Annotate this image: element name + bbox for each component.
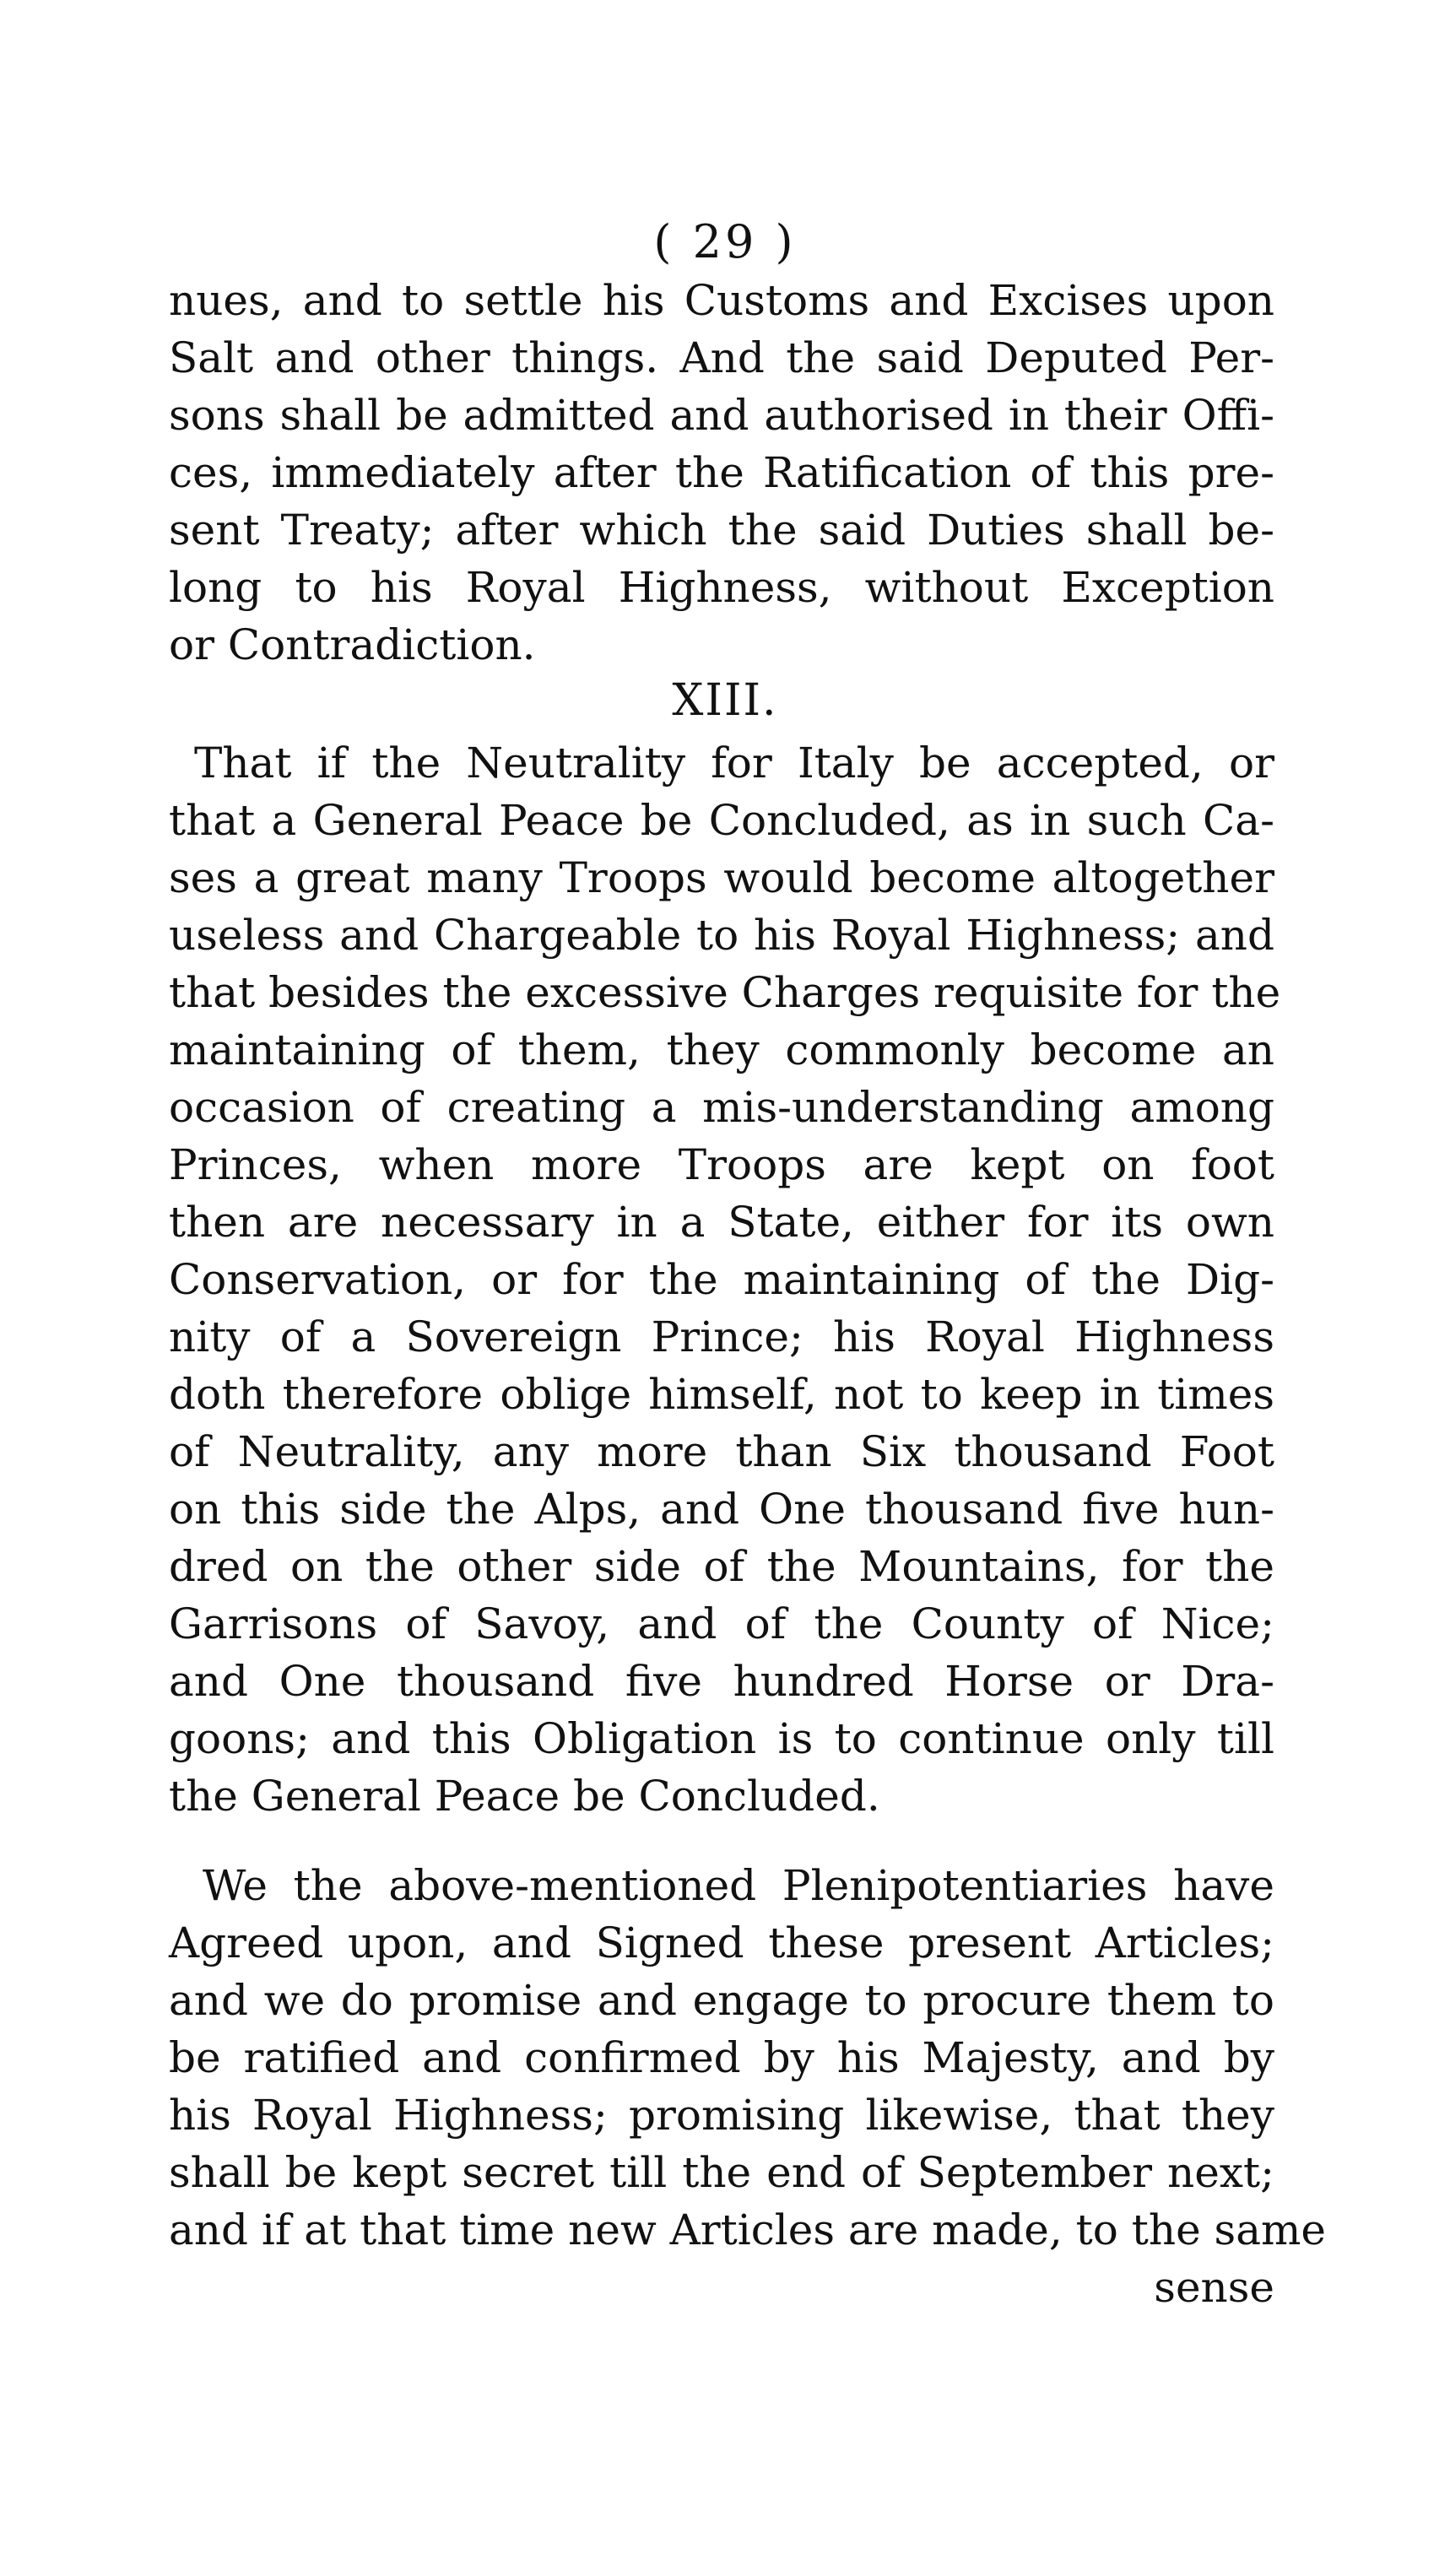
text-line: goons; and this Obligation is to continue only till: [169, 1714, 1274, 1763]
text-line: We the above-mentioned Plenipotentiaries have: [203, 1861, 1274, 1910]
text-line: of Neutrality, any more than Six thousand Foot: [169, 1427, 1274, 1476]
text-line: and One thousand five hundred Horse or Dra-: [169, 1657, 1274, 1706]
text-line: Princes, when more Troops are kept on foot: [169, 1140, 1274, 1189]
text-line: nity of a Sovereign Prince; his Royal Highness: [169, 1312, 1274, 1361]
text-line: doth therefore oblige himself, not to keep in times: [169, 1370, 1274, 1419]
text-line: ces, immediately after the Ratification of this pre-: [169, 448, 1274, 497]
text-line: Salt and other things. And the said Deputed Per-: [169, 333, 1274, 382]
text-line: and if at that time new Articles are made, to the same: [169, 2205, 1327, 2254]
text-line: and we do promise and engage to procure them to: [169, 1976, 1274, 2025]
paragraph-1: [169, 272, 1274, 674]
catchword: sense: [1154, 2263, 1274, 2312]
text-line: his Royal Highness; promising likewise, that they: [169, 2091, 1274, 2140]
text-line: then are necessary in a State, either for its own: [169, 1198, 1274, 1247]
text-line: that a General Peace be Concluded, as in such Ca-: [169, 796, 1274, 845]
text-line: that besides the excessive Charges requisite for the: [169, 968, 1281, 1017]
text-line: shall be kept secret till the end of September next;: [169, 2148, 1274, 2197]
paragraph-3: [169, 1857, 1327, 2316]
section-heading: XIII.: [672, 675, 778, 726]
text-line: Conservation, or for the maintaining of the Dig-: [169, 1255, 1274, 1304]
text-line: on this side the Alps, and One thousand five hun-: [169, 1485, 1274, 1534]
text-line: ses a great many Troops would become altogether: [169, 853, 1274, 902]
text-line: Agreed upon, and Signed these present Articles;: [169, 1918, 1274, 1967]
text-line: nues, and to settle his Customs and Excises upon: [169, 276, 1274, 325]
page-number: ( 29 ): [653, 215, 797, 268]
text-line: be ratified and confirmed by his Majesty, and by: [169, 2033, 1274, 2082]
paragraph-2: [169, 734, 1281, 1825]
text-line: long to his Royal Highness, without Exception: [169, 563, 1274, 612]
text-line: maintaining of them, they commonly become an: [169, 1026, 1274, 1074]
text-line: Garrisons of Savoy, and of the County of Nice;: [169, 1599, 1274, 1648]
text-line: dred on the other side of the Mountains, for the: [169, 1542, 1274, 1591]
text-line: sons shall be admitted and authorised in their Offi-: [169, 391, 1274, 440]
text-line: useless and Chargeable to his Royal Highness; and: [169, 911, 1274, 960]
text-line: or Contradiction.: [169, 620, 536, 669]
text-line: That if the Neutrality for Italy be accepted, or: [194, 739, 1274, 787]
text-line: the General Peace be Concluded.: [169, 1772, 880, 1821]
text-line: occasion of creating a mis-understanding among: [169, 1083, 1274, 1132]
text-line: sent Treaty; after which the said Duties shall be-: [169, 506, 1274, 555]
